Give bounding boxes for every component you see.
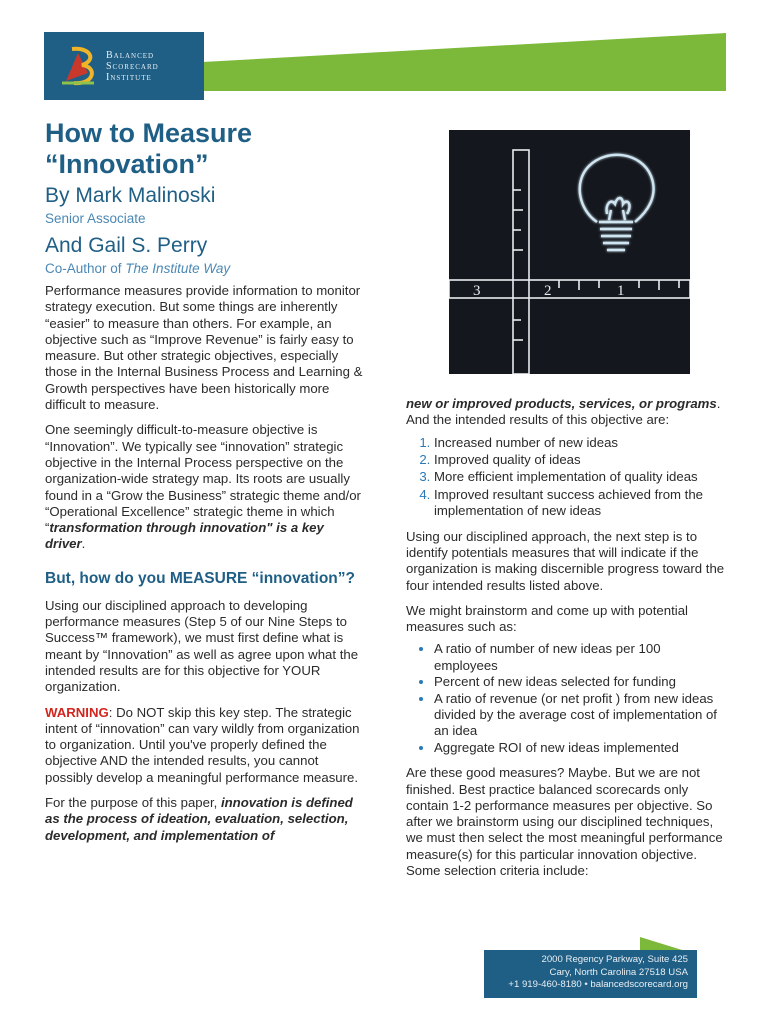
footer-address: 2000 Regency Parkway, Suite 425 xyxy=(541,954,688,965)
header-green-band xyxy=(150,33,726,91)
footer-contact xyxy=(484,950,697,998)
continuation-paragraph: new or improved products, services, or programs. And the intended results of this objective are: xyxy=(406,396,721,428)
list-item: 2. Improved quality of ideas xyxy=(434,452,726,468)
author-role: Senior Associate xyxy=(45,211,146,226)
list-item: 4. Improved resultant success achieved from the implementation of new ideas xyxy=(434,487,726,520)
logo[interactable] xyxy=(44,32,204,100)
list-item: 1. Increased number of new ideas xyxy=(434,435,726,451)
lightbulb-ruler-image xyxy=(449,130,690,374)
intro-paragraph: Performance measures provide information to monitor strategy execution. But some things are inherently “easier” to measure than others. For example, an objective such as “Improve Revenue” is fairly easy to measure. But other strategic objectives, especially those in the Internal Business Process and Learning & Growth perspectives have been historically more difficult to measure. xyxy=(45,283,363,413)
evaluation-paragraph: Are these good measures? Maybe. But we are not finished. Best practice balanced scorecards only contain 1-2 performance measures per objective. So after we brainstorm using our disciplined techniques, we must then select the most meaningful performance measure(s) for this particular innovation objective. Some selection criteria include: xyxy=(406,765,723,879)
intended-results-list xyxy=(406,435,726,520)
ruler-label-3: 3 xyxy=(473,283,481,299)
list-item: 3. More efficient implementation of quality ideas xyxy=(434,469,726,485)
list-item: • A ratio of revenue (or net profit ) from new ideas divided by the average cost of implementation of an idea xyxy=(434,691,726,740)
approach-paragraph: Using our disciplined approach to developing performance measures (Step 5 of our Nine Steps to Success™ framework), we must first define what is meant by “Innovation” as well as agree upon what the intended results are for this objective for YOUR organization. xyxy=(45,597,359,695)
measures-list xyxy=(406,641,726,756)
definition-paragraph: For the purpose of this paper, innovation is defined as the process of ideation, evaluation, selection, development, and implementation of xyxy=(45,795,353,843)
next-step-paragraph: Using our disciplined approach, the next step is to identify potentials measures that will indicate if the organization is making discernible progress toward the four intended results listed above. xyxy=(406,528,725,593)
warning-paragraph: WARNING: Do NOT skip this key step. The strategic intent of “innovation” can vary wildly from organization to organization. Until you've properly defined the objective AND the intended results, you cannot possibly develop a meaningful performance measure. xyxy=(45,704,360,785)
logo-mark-icon xyxy=(58,43,100,89)
author-name: By Mark Malinoski xyxy=(45,184,216,207)
list-item: • Aggregate ROI of new ideas implemented xyxy=(434,740,726,756)
coauthor-role: Co-Author of The Institute Way xyxy=(45,261,231,276)
coauthor-name: And Gail S. Perry xyxy=(45,234,208,257)
ruler-label-2: 2 xyxy=(544,283,552,299)
page-title: How to Measure “Innovation” xyxy=(45,118,253,179)
left-column xyxy=(45,118,363,844)
logo-text: Balanced Scorecard Institute xyxy=(106,49,159,83)
footer-phone-web[interactable]: +1 919-460-8180 • balancedscorecard.org xyxy=(508,979,688,990)
ruler-label-1: 1 xyxy=(617,283,625,299)
list-item: • A ratio of number of new ideas per 100 employees xyxy=(434,641,726,674)
brainstorm-paragraph: We might brainstorm and come up with potential measures such as: xyxy=(406,602,688,635)
footer-city: Cary, North Carolina 27518 USA xyxy=(549,966,688,978)
section-heading: But, how do you MEASURE “innovation”? xyxy=(45,569,355,587)
innovation-paragraph: One seemingly difficult-to-measure objective is “Innovation”. We typically see “innovation” strategic objective in the Internal Process perspective on the organization-wide strategy map. Its roots are usually found in a “Grow the Business” strategic theme and/or “Operational Excellence” strategic theme in which “transformation through innovation" is a key driver. xyxy=(45,422,361,552)
warning-label: WARNING xyxy=(45,704,109,720)
right-column xyxy=(406,396,726,879)
list-item: • Percent of new ideas selected for funding xyxy=(434,674,726,690)
